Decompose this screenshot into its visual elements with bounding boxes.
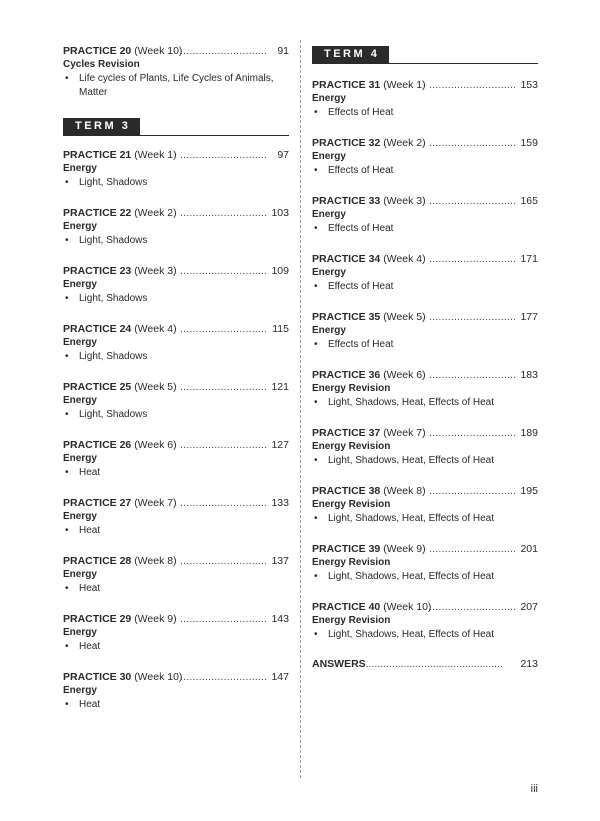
toc-entry-practice-23[interactable]: PRACTICE 23 (Week 3) ............................ 109 Energy • Light, Shadows	[63, 265, 289, 304]
topic: Energy	[63, 395, 97, 406]
topic: Energy	[63, 685, 97, 696]
term-4-heading	[312, 46, 538, 70]
toc-entry-practice-29[interactable]: PRACTICE 29 (Week 9) ............................ 143 Energy • Heat	[63, 613, 289, 652]
bullet-icon: •	[65, 467, 69, 478]
topic: Energy	[63, 221, 97, 232]
bullet-icon: •	[314, 281, 318, 292]
topic: Energy	[63, 569, 97, 580]
page-number: 109	[271, 265, 289, 277]
subtopic: • Heat	[65, 641, 101, 652]
page-number: 195	[520, 485, 538, 497]
term-3-heading	[63, 118, 289, 142]
toc-entry-practice-22[interactable]: PRACTICE 22 (Week 2) ............................ 103 Energy • Light, Shadows	[63, 207, 289, 246]
toc-entry-answers[interactable]: ANSWERS............................................... 213	[312, 658, 538, 670]
toc-entry-practice-24[interactable]: PRACTICE 24 (Week 4) ............................ 115 Energy • Light, Shadows	[63, 323, 289, 362]
bullet-icon: •	[314, 571, 318, 582]
subtopic: • Effects of Heat	[314, 165, 394, 176]
toc-entry-practice-25[interactable]: PRACTICE 25 (Week 5) ............................ 121 Energy • Light, Shadows	[63, 381, 289, 420]
topic: Energy Revision	[312, 441, 391, 452]
column-divider	[300, 40, 301, 778]
page-number: 183	[520, 369, 538, 381]
subtopic: • Effects of Heat	[314, 107, 394, 118]
bullet-icon: •	[65, 641, 69, 652]
topic: Energy Revision	[312, 557, 391, 568]
subtopic: • Effects of Heat	[314, 223, 394, 234]
bullet-icon: •	[65, 699, 69, 710]
term-rule	[312, 63, 538, 64]
term-rule	[63, 135, 289, 136]
topic: Energy Revision	[312, 615, 391, 626]
bullet-icon: •	[314, 629, 318, 640]
page-number: 143	[271, 613, 289, 625]
topic: Energy	[312, 151, 346, 162]
topic: Energy	[63, 511, 97, 522]
toc-entry-practice-30[interactable]: PRACTICE 30 (Week 10) ............................ 147 Energy • Heat	[63, 671, 289, 710]
subtopic: • Light, Shadows	[65, 293, 148, 304]
toc-entry-practice-28[interactable]: PRACTICE 28 (Week 8) ............................ 137 Energy • Heat	[63, 555, 289, 594]
topic: Energy	[63, 627, 97, 638]
page-number: 121	[271, 381, 289, 393]
subtopic: • Light, Shadows, Heat, Effects of Heat	[314, 455, 495, 466]
page-number: 189	[520, 427, 538, 439]
toc-entry-practice-21[interactable]: PRACTICE 21 (Week 1) ............................ 97 Energy • Light, Shadows	[63, 149, 289, 188]
bullet-icon: •	[65, 525, 69, 536]
page-number: 97	[277, 149, 289, 161]
subtopic: • Light, Shadows, Heat, Effects of Heat	[314, 397, 495, 408]
topic: Energy	[312, 93, 346, 104]
toc-entry-practice-32[interactable]: PRACTICE 32 (Week 2) ............................ 159 Energy • Effects of Heat	[312, 137, 538, 176]
page-number: 171	[520, 253, 538, 265]
subtopic: • Light, Shadows	[65, 177, 148, 188]
bullet-icon: •	[314, 223, 318, 234]
toc-entry-practice-39[interactable]: PRACTICE 39 (Week 9) ............................ 201 Energy Revision • Light, Shadows, Heat, Effects of Heat	[312, 543, 538, 582]
page-number: 153	[520, 79, 538, 91]
subtopic: • Light, Shadows, Heat, Effects of Heat	[314, 513, 495, 524]
page-number: 177	[520, 311, 538, 323]
bullet-icon: •	[314, 455, 318, 466]
topic: Energy	[312, 267, 346, 278]
page-folio: iii	[530, 783, 538, 795]
page-number: 115	[272, 323, 289, 335]
page-number: 91	[277, 45, 289, 57]
subtopic: • Light, Shadows	[65, 235, 148, 246]
bullet-icon: •	[314, 107, 318, 118]
toc-entry-practice-37[interactable]: PRACTICE 37 (Week 7) ............................ 189 Energy Revision • Light, Shadows, Heat, Effects of Heat	[312, 427, 538, 466]
subtopic: • Light, Shadows	[65, 409, 148, 420]
topic: Energy	[312, 209, 346, 220]
subtopic: • Heat	[65, 467, 101, 478]
bullet-icon: •	[65, 409, 69, 420]
bullet-icon: •	[65, 235, 69, 246]
bullet-icon: •	[65, 583, 69, 594]
topic: Energy	[63, 453, 97, 464]
toc-entry-practice-34[interactable]: PRACTICE 34 (Week 4) ............................ 171 Energy • Effects of Heat	[312, 253, 538, 292]
subtopic: • Effects of Heat	[314, 281, 394, 292]
term-label: TERM 4	[312, 46, 389, 63]
bullet-icon: •	[314, 339, 318, 350]
subtopic: • Effects of Heat	[314, 339, 394, 350]
subtopic: • Light, Shadows, Heat, Effects of Heat	[314, 571, 495, 582]
bullet-icon: •	[65, 73, 69, 84]
toc-entry-practice-20[interactable]: PRACTICE 20 (Week 10) ............................ 91 Cycles Revision • Life cycles of Plants, Life Cycles of Animals, Matter	[63, 45, 289, 98]
bullet-icon: •	[65, 293, 69, 304]
page-number: 127	[271, 439, 289, 451]
page-number: 207	[520, 601, 538, 613]
toc-entry-practice-31[interactable]: PRACTICE 31 (Week 1) ............................ 153 Energy • Effects of Heat	[312, 79, 538, 118]
topic: Cycles Revision	[63, 59, 140, 70]
page-number: 201	[520, 543, 538, 555]
term-label: TERM 3	[63, 118, 140, 135]
page-number: 213	[520, 658, 538, 670]
bullet-icon: •	[314, 397, 318, 408]
page-number: 165	[520, 195, 538, 207]
toc-entry-practice-38[interactable]: PRACTICE 38 (Week 8) ............................ 195 Energy Revision • Light, Shadows, Heat, Effects of Heat	[312, 485, 538, 524]
bullet-icon: •	[65, 177, 69, 188]
toc-entry-practice-33[interactable]: PRACTICE 33 (Week 3) ............................ 165 Energy • Effects of Heat	[312, 195, 538, 234]
toc-entry-practice-40[interactable]: PRACTICE 40 (Week 10) ............................ 207 Energy Revision • Light, Shadows, Heat, Effects of Heat	[312, 601, 538, 640]
toc-entry-practice-36[interactable]: PRACTICE 36 (Week 6) ............................ 183 Energy Revision • Light, Shadows, Heat, Effects of Heat	[312, 369, 538, 408]
topic: Energy	[63, 279, 97, 290]
page-number: 103	[271, 207, 289, 219]
topic: Energy Revision	[312, 383, 391, 394]
bullet-icon: •	[65, 351, 69, 362]
toc-entry-practice-27[interactable]: PRACTICE 27 (Week 7) ............................ 133 Energy • Heat	[63, 497, 289, 536]
subtopic: • Heat	[65, 525, 101, 536]
subtopic: • Heat	[65, 699, 101, 710]
topic: Energy	[63, 163, 97, 174]
subtopic: • Light, Shadows, Heat, Effects of Heat	[314, 629, 495, 640]
page-number: 159	[520, 137, 538, 149]
subtopic: • Life cycles of Plants, Life Cycles of Animals, Matter	[65, 73, 274, 98]
topic: Energy	[63, 337, 97, 348]
subtopic: • Light, Shadows	[65, 351, 148, 362]
bullet-icon: •	[314, 165, 318, 176]
page-number: 133	[271, 497, 289, 509]
topic: Energy Revision	[312, 499, 391, 510]
page-number: 147	[271, 671, 289, 683]
bullet-icon: •	[314, 513, 318, 524]
subtopic: • Heat	[65, 583, 101, 594]
toc-entry-practice-26[interactable]: PRACTICE 26 (Week 6) ............................ 127 Energy • Heat	[63, 439, 289, 478]
toc-entry-practice-35[interactable]: PRACTICE 35 (Week 5) ............................ 177 Energy • Effects of Heat	[312, 311, 538, 350]
page-number: 137	[271, 555, 289, 567]
topic: Energy	[312, 325, 346, 336]
